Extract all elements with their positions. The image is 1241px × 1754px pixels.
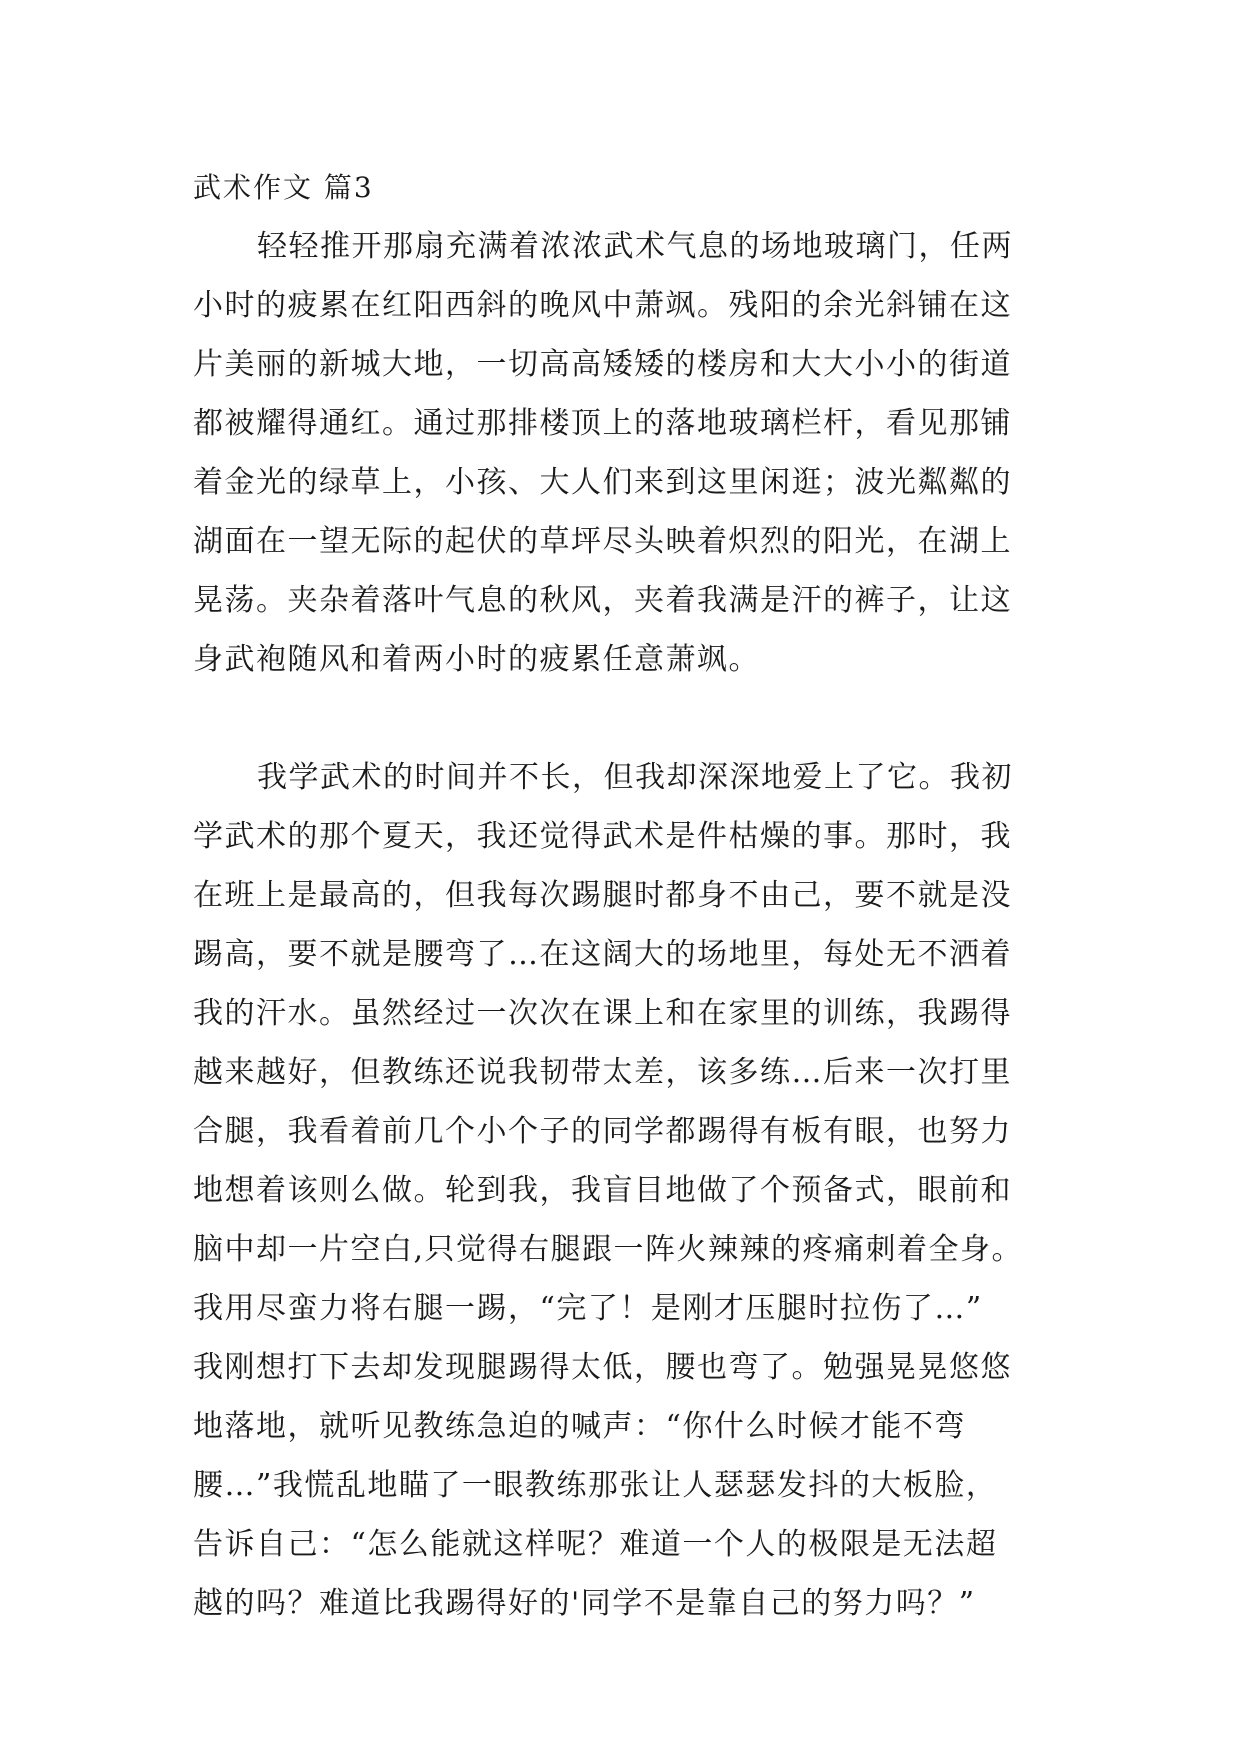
paragraph-line: 告诉自己：“怎么能就这样呢？难道一个人的极限是无法超 <box>193 1527 998 1562</box>
paragraph-line: 我用尽蛮力将右腿一踢，“完了！是刚才压腿时拉伤了…” <box>193 1291 983 1326</box>
paragraph-line: 片美丽的新城大地，一切高高矮矮的楼房和大大小小的街道 <box>193 347 1012 382</box>
paragraph-line: 晃荡。夹杂着落叶气息的秋风，夹着我满是汗的裤子，让这 <box>193 583 1012 618</box>
paragraph-line: 小时的疲累在红阳西斜的晚风中萧飒。残阳的余光斜铺在这 <box>193 288 1012 323</box>
paragraph-line: 学武术的那个夏天，我还觉得武术是件枯燥的事。那时，我 <box>193 819 1012 854</box>
paragraph-line: 我刚想打下去却发现腿踢得太低，腰也弯了。勉强晃晃悠悠 <box>193 1350 1012 1385</box>
paragraph-line: 腰…”我慌乱地瞄了一眼教练那张让人瑟瑟发抖的大板脸， <box>193 1468 998 1503</box>
paragraph-line: 都被耀得通红。通过那排楼顶上的落地玻璃栏杆，看见那铺 <box>193 406 1012 441</box>
paragraph-line: 我的汗水。虽然经过一次次在课上和在家里的训练，我踢得 <box>193 996 1012 1031</box>
paragraph-line: 轻轻推开那扇充满着浓浓武术气息的场地玻璃门，任两 <box>257 229 1013 264</box>
paragraph-2 <box>193 748 1053 1633</box>
paragraph-line: 我学武术的时间并不长，但我却深深地爱上了它。我初 <box>257 760 1013 795</box>
paragraph-line: 脑中却一片空白,只觉得右腿跟一阵火辣辣的疼痛刺着全身。 <box>193 1232 1024 1267</box>
paragraph-line: 湖面在一望无际的起伏的草坪尽头映着炽烈的阳光，在湖上 <box>193 524 1012 559</box>
paragraph-line: 地落地，就听见教练急迫的喊声：“你什么时候才能不弯 <box>193 1409 966 1444</box>
document-title: 武术作文 篇3 <box>193 171 374 204</box>
paragraph-line: 合腿，我看着前几个小个子的同学都踢得有板有眼，也努力 <box>193 1114 1012 1149</box>
paragraph-line: 地想着该则么做。轮到我，我盲目地做了个预备式，眼前和 <box>193 1173 1012 1208</box>
paragraph-line: 越的吗？难道比我踢得好的'同学不是靠自己的努力吗？” <box>193 1586 976 1621</box>
paragraph-line: 越来越好，但教练还说我韧带太差，该多练…后来一次打里 <box>193 1055 1012 1090</box>
paragraph-line: 在班上是最高的，但我每次踢腿时都身不由己，要不就是没 <box>193 878 1012 913</box>
paragraph-1 <box>193 217 1053 689</box>
paragraph-line: 身武袍随风和着两小时的疲累任意萧飒。 <box>193 642 760 677</box>
paragraph-line: 踢高，要不就是腰弯了…在这阔大的场地里，每处无不洒着 <box>193 937 1012 972</box>
paragraph-line: 着金光的绿草上，小孩、大人们来到这里闲逛；波光粼粼的 <box>193 465 1012 500</box>
